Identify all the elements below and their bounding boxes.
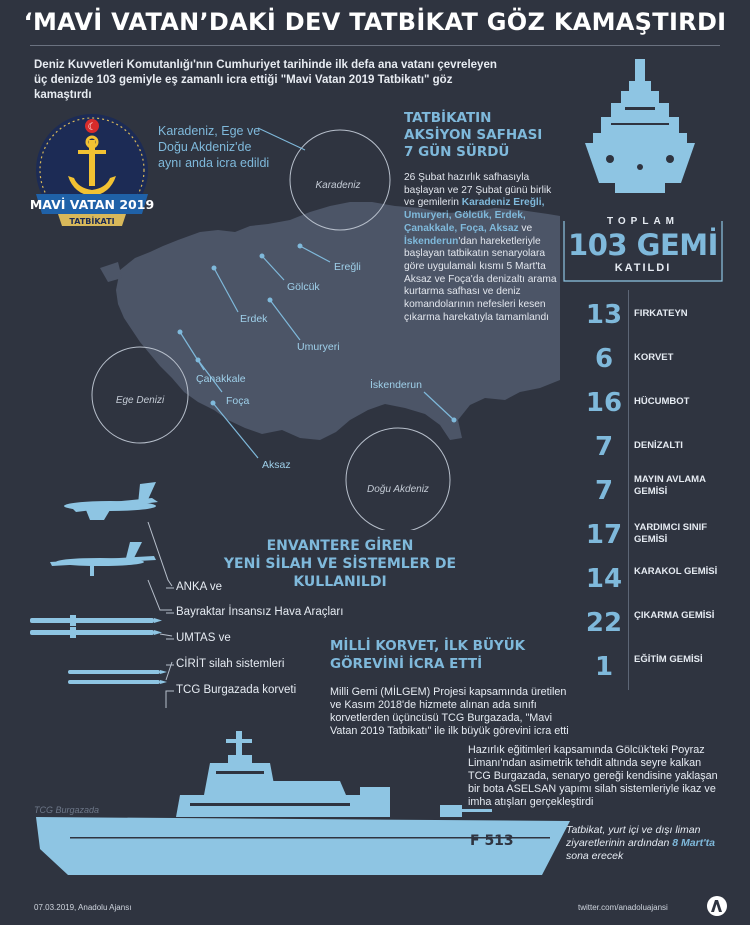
sea-label-karadeniz: Karadeniz — [315, 180, 361, 191]
total-label: TOPLAM — [606, 216, 680, 227]
stat-row — [582, 472, 732, 516]
intro-text: Deniz Kuvvetleri Komutanlığı'nın Cumhuriyet tarihinde ilk defa ana vatanı çevreleyen üç denizde 103 gemiyle eş zamanlı icra ettiği "Mavi Vatan 2019 Tatbikatı" göz kamaştırdı — [34, 59, 497, 101]
total-value: 103 GEMİ — [568, 228, 718, 262]
stat-label: YARDIMCI SINIF GEMİSİ — [634, 522, 708, 545]
stat-label: DENİZALTI — [634, 440, 683, 451]
dogu-akdeniz-circle — [346, 428, 450, 530]
port-iskenderun: İskenderun — [370, 379, 422, 391]
korvet-text: Milli Gemi (MİLGEM) Projesi kapsamında üretilen ve Kasım 2018'de hizmete alınan ada sınıfı korvetlerden üçüncüsü TCG Burgazada, "Mavi Vatan 2019 Tatbikatı" ile ilk büyük görevini icra etti — [330, 686, 569, 737]
korvet-title: MİLLİ KORVET, İLK BÜYÜK GÖREVİNİ İCRA ETTİ — [330, 638, 526, 672]
inventory-item-tcg-burgazada: TCG Burgazada korveti — [176, 684, 297, 696]
port-canakkale: Çanakkale — [196, 373, 246, 385]
closing-note: Tatbikat, yurt içi ve dışı liman ziyaretlerinin ardından 8 Mart'ta sona erecek — [566, 824, 715, 862]
stat-row — [582, 340, 732, 384]
stat-number: 7 — [594, 432, 614, 462]
stat-label: MAYIN AVLAMA GEMİSİ — [634, 474, 706, 497]
stat-number: 6 — [594, 344, 614, 374]
action-phase-text: 26 Şubat hazırlık safhasıyla başlayan ve 27 Şubat günü birlik ve gemilerin Karadeniz Ereğli, Umuryeri, Gölcük, Erdek, Çanakkale, Foça, Aksaz ve İskenderun'dan hareketleriyle başlayan tatbikatın senaryolara göre uygulamalı kısmı 5 Mart'ta Aksaz ve Foça'da denizaltı arama kurtarma safhası ve deniz komandolarının nefesleri kesen çıkarma harekatıyla tamamlandı — [404, 172, 557, 323]
stat-number: 17 — [585, 520, 623, 550]
port-golcuk: Gölcük — [287, 281, 320, 293]
stat-row — [582, 516, 732, 560]
frigate-front-illustration — [575, 55, 705, 205]
stat-number: 7 — [594, 476, 614, 506]
event-text: Hazırlık eğitimleri kapsamında Gölcük'teki Poyraz Limanı'ndan asimetrik tehdit altında seyre kalkan TCG Burgazada, senaryo gereği kendisine yaklaşan bir bota ASELSAN yapımı silah sistemleriyle ikaz ve imha atışları gerçekleştirdi — [468, 744, 718, 808]
inventory-title: ENVANTERE GİREN YENİ SİLAH VE SİSTEMLER DE KULLANILDI — [223, 538, 457, 590]
emblem-sub: TATBİKATI — [69, 217, 115, 226]
stat-number: 14 — [585, 564, 623, 594]
footer-twitter-link[interactable]: twitter.com/anadoluajansi — [578, 903, 668, 912]
stat-row — [582, 648, 732, 692]
ship-name-label: TCG Burgazada — [34, 805, 100, 815]
tcg-burgazada-illustration — [30, 725, 590, 890]
region-note: Karadeniz, Ege ve Doğu Akdeniz'de aynı anda icra edildi — [158, 124, 270, 170]
mavi-vatan-emblem — [30, 110, 154, 242]
umtas-missile-icon — [30, 615, 162, 638]
stat-row — [582, 560, 732, 604]
stat-row — [582, 604, 732, 648]
port-aksaz: Aksaz — [262, 459, 291, 471]
port-eregli: Ereğli — [334, 261, 361, 273]
emblem-name: MAVİ VATAN 2019 — [30, 197, 154, 212]
bayraktar-drone-icon — [50, 542, 156, 576]
inventory-item-bayraktar: Bayraktar İnsansız Hava Araçları — [176, 606, 344, 618]
stat-number: 1 — [594, 652, 614, 682]
svg-text:☾: ☾ — [87, 122, 97, 133]
stat-row — [582, 296, 732, 340]
port-foca: Foça — [226, 395, 250, 407]
title-divider — [30, 45, 720, 46]
port-erdek: Erdek — [240, 313, 268, 325]
stat-label: HÜCUMBOT — [634, 396, 690, 407]
stat-label: KORVET — [634, 352, 674, 363]
page-title: ‘MAVİ VATAN’DAKİ DEV TATBİKAT GÖZ KAMAŞTIRDI — [23, 8, 727, 36]
inventory-item-umtas: UMTAS ve — [176, 632, 231, 644]
stat-number: 13 — [585, 300, 623, 330]
anadolu-ajansi-logo-icon — [706, 895, 728, 917]
stat-row — [582, 384, 732, 428]
action-phase-title: TATBİKATIN AKSİYON SAFHASI 7 GÜN SÜRDÜ — [404, 110, 543, 160]
port-umuryeri: Umuryeri — [297, 341, 340, 353]
stat-number: 16 — [585, 388, 623, 418]
stat-label: KARAKOL GEMİSİ — [634, 566, 718, 577]
anka-drone-icon — [64, 482, 158, 520]
sea-label-ege: Ege Denizi — [115, 395, 165, 406]
inventory-item-cirit: CİRİT silah sistemleri — [176, 658, 285, 670]
stat-number: 22 — [585, 608, 623, 638]
footer-credit: 07.03.2019, Anadolu Ajansı — [34, 903, 132, 912]
svg-text:F 513: F 513 — [470, 833, 514, 849]
inventory-connectors — [150, 580, 176, 710]
sea-label-dogu-akdeniz: Doğu Akdeniz — [367, 484, 429, 495]
total-sub: KATILDI — [614, 262, 672, 274]
inventory-item-anka: ANKA ve — [176, 581, 223, 593]
stat-label: ÇIKARMA GEMİSİ — [634, 610, 715, 621]
stat-label: EĞİTİM GEMİSİ — [634, 654, 703, 665]
stat-row — [582, 428, 732, 472]
stat-label: FIRKATEYN — [634, 308, 688, 319]
